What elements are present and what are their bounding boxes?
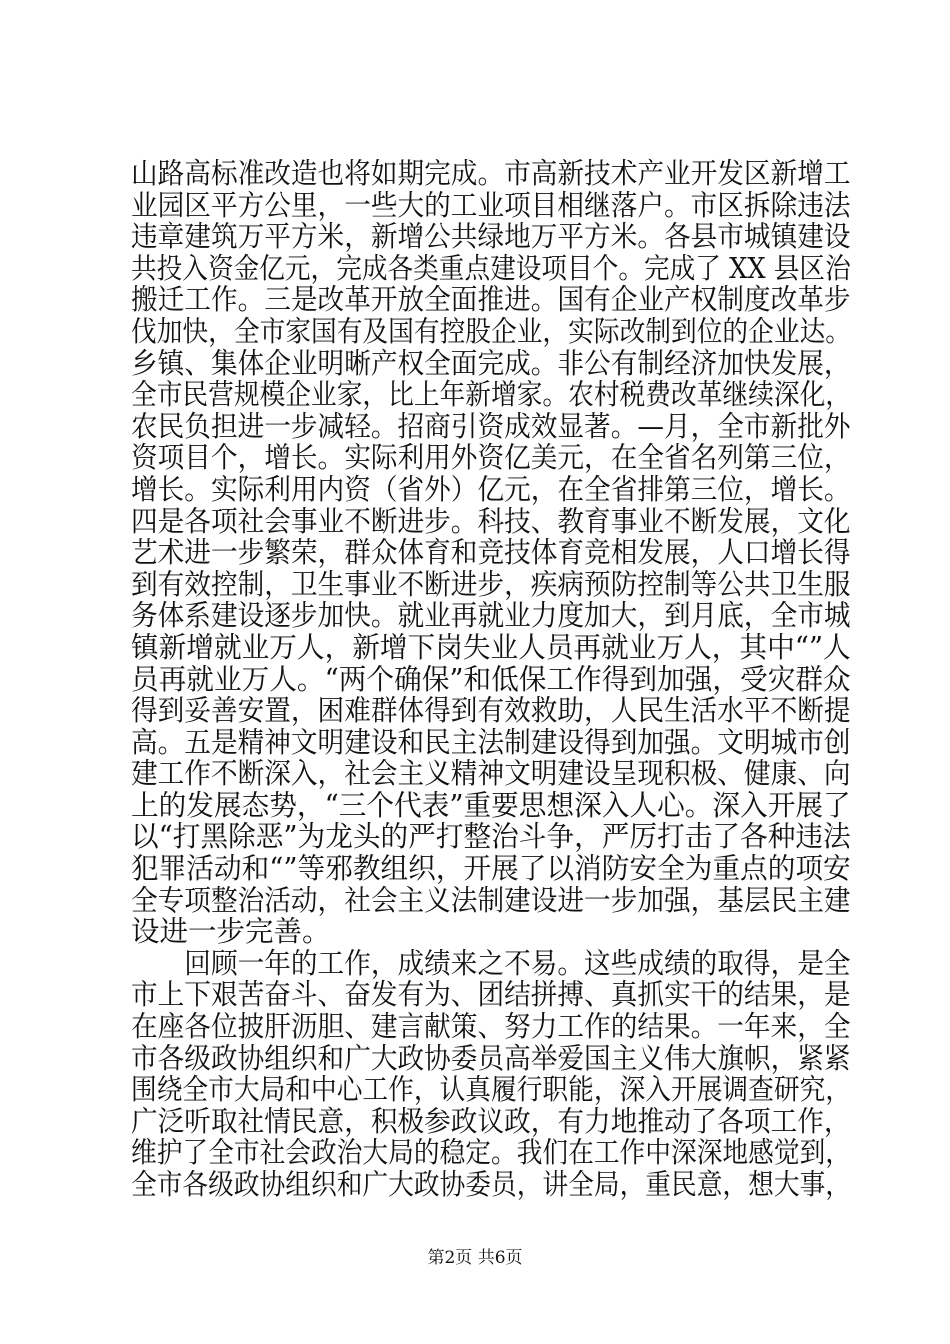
text-line: 增长。实际利用内资（省外）亿元，在全省排第三位，增长。 [131,472,851,506]
text-line: 设进一步完善。 [131,915,331,949]
body-text [131,158,851,1201]
text-line: 务体系建设逐步加快。就业再就业力度加大，到月底，全市城 [131,599,851,633]
text-line: 全专项整治活动，社会主义法制建设进一步加强，基层民主建 [131,883,851,917]
text-line: 得到妥善安置，困难群体得到有效救助，人民生活水平不断提 [131,694,851,728]
text-line: 建工作不断深入，社会主义精神文明建设呈现积极、健康、向 [131,757,851,791]
text-line: 业园区平方公里，一些大的工业项目相继落户。市区拆除违法 [131,188,851,222]
text-line: 犯罪活动和“”等邪教组织，开展了以消防安全为重点的项安 [131,852,851,886]
text-line: 艺术进一步繁荣，群众体育和竞技体育竞相发展，人口增长得 [131,536,851,570]
text-line: 搬迁工作。三是改革开放全面推进。国有企业产权制度改革步 [131,283,851,317]
text-line: 市各级政协组织和广大政协委员高举爱国主义伟大旗帜，紧紧 [131,1041,851,1075]
text-line: 回顾一年的工作，成绩来之不易。这些成绩的取得，是全 [131,946,851,980]
text-line: 山路高标准改造也将如期完成。市高新技术产业开发区新增工 [131,157,851,190]
text-line: 以“打黑除恶”为龙头的严打整治斗争，严厉打击了各种违法 [131,820,851,854]
text-line: 广泛听取社情民意，积极参政议政，有力地推动了各项工作， [131,1104,851,1138]
text-line: 围绕全市大局和中心工作，认真履行职能，深入开展调查研究， [131,1073,852,1107]
text-line: 农民负担进一步减轻。招商引资成效显著。—月，全市新批外 [131,409,851,443]
text-line: 高。五是精神文明建设和民主法制建设得到加强。文明城市创 [131,725,851,759]
text-line: 镇新增就业万人，新增下岗失业人员再就业万人，其中“”人 [131,630,851,664]
page-footer: 第2页 共6页 [427,1248,523,1268]
text-line: 乡镇、集体企业明晰产权全面完成。非公有制经济加快发展， [131,346,851,380]
text-line: 资项目个，增长。实际利用外资亿美元，在全省名列第三位， [131,441,851,475]
text-line: 四是各项社会事业不断进步。科技、教育事业不断发展，文化 [131,504,851,538]
text-line: 全市各级政协组织和广大政协委员，讲全局，重民意，想大事， [131,1168,852,1201]
text-line: 伐加快，全市家国有及国有控股企业，实际改制到位的企业达。 [131,314,852,348]
text-line: 员再就业万人。“两个确保”和低保工作得到加强，受灾群众 [131,662,851,696]
text-line: 维护了全市社会政治大局的稳定。我们在工作中深深地感觉到， [131,1136,852,1170]
text-line: 到有效控制，卫生事业不断进步，疾病预防控制等公共卫生服 [131,567,851,601]
text-line: 上的发展态势，“三个代表”重要思想深入人心。深入开展了 [131,788,851,822]
text-line: 违章建筑万平方米，新增公共绿地万平方米。各县市城镇建设 [131,220,851,254]
text-line: 在座各位披肝沥胆、建言献策、努力工作的结果。一年来，全 [131,1010,851,1044]
text-line: 市上下艰苦奋斗、奋发有为、团结拼搏、真抓实干的结果，是 [131,978,851,1012]
text-line: 全市民营规模企业家，比上年新增家。农村税费改革继续深化， [131,378,852,412]
text-line: 共投入资金亿元，完成各类重点建设项目个。完成了 XX 县区治 [131,251,851,285]
